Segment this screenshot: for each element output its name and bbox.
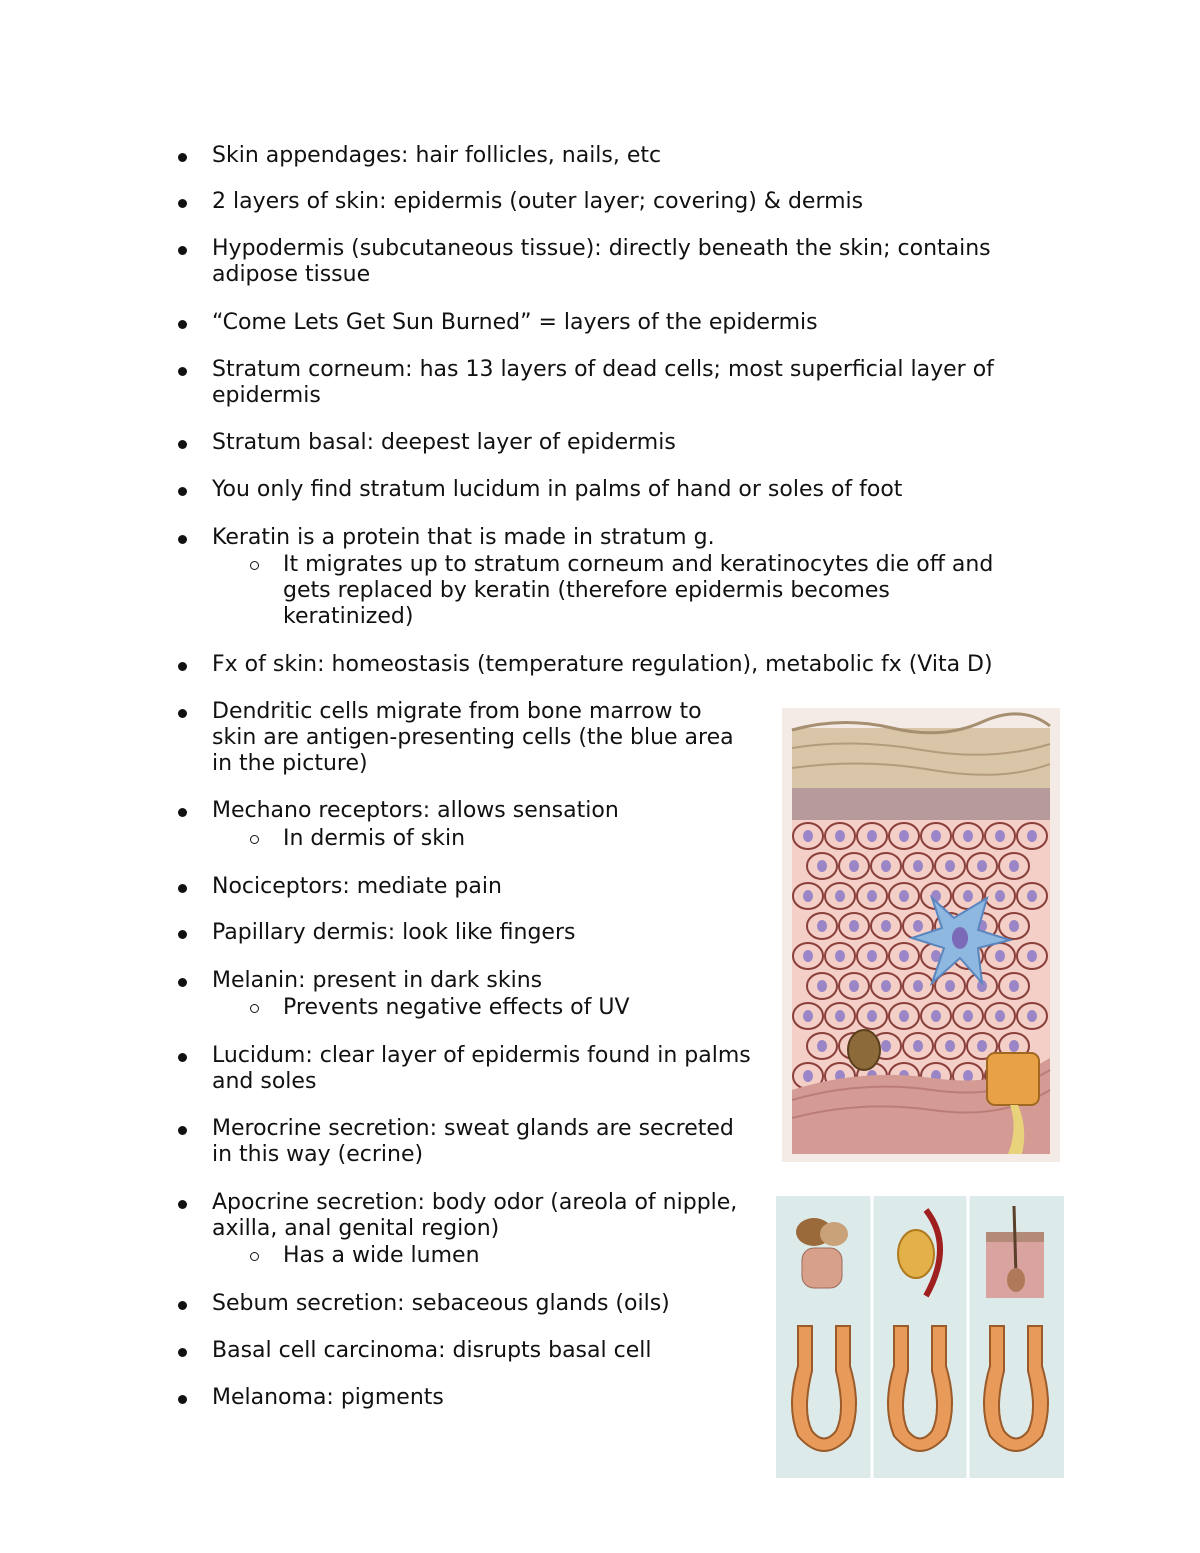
cell-nucleus: [1009, 1040, 1019, 1052]
cell-nucleus: [977, 860, 987, 872]
cell-nucleus: [803, 890, 813, 902]
cell-nucleus: [963, 830, 973, 842]
list-item: Keratin is a protein that is made in stratum g.: [212, 525, 1072, 551]
cell-nucleus: [803, 950, 813, 962]
list-item: You only find stratum lucidum in palms of hand or soles of foot: [212, 477, 1072, 503]
cell-nucleus: [1027, 950, 1037, 962]
cell-nucleus: [803, 1010, 813, 1022]
cell-nucleus: [881, 980, 891, 992]
cell-nucleus: [931, 830, 941, 842]
list-item: Basal cell carcinoma: disrupts basal cell: [212, 1338, 752, 1364]
cell-nucleus: [995, 890, 1005, 902]
epidermis-illustration: [782, 708, 1060, 1162]
cell-nucleus: [835, 1010, 845, 1022]
cell-nucleus: [835, 830, 845, 842]
cell-nucleus: [867, 1010, 877, 1022]
cell-nucleus: [1027, 1010, 1037, 1022]
cell-nucleus: [995, 950, 1005, 962]
cell-nucleus: [913, 920, 923, 932]
sub-list-item: Has a wide lumen: [283, 1243, 823, 1269]
cell-nucleus: [881, 860, 891, 872]
cell-nucleus: [1009, 860, 1019, 872]
stratum-granulosum-layer: [792, 788, 1050, 820]
cell-nucleus: [803, 1070, 813, 1082]
list-item: Merocrine secretion: sweat glands are secreted in this way (ecrine): [212, 1116, 752, 1168]
sub-list-item: Prevents negative effects of UV: [283, 995, 823, 1021]
cell-nucleus: [913, 980, 923, 992]
sub-list-item: In dermis of skin: [283, 826, 823, 852]
melanocyte: [848, 1030, 880, 1070]
cell-nucleus: [849, 980, 859, 992]
cell-nucleus: [899, 830, 909, 842]
cell-nucleus: [867, 830, 877, 842]
cell-grid: [793, 823, 1047, 1089]
cell-nucleus: [867, 950, 877, 962]
cell-nucleus: [899, 950, 909, 962]
list-item: Lucidum: clear layer of epidermis found in palms and soles: [212, 1043, 751, 1094]
cell-nucleus: [881, 920, 891, 932]
list-item: Melanoma: pigments: [212, 1385, 752, 1411]
list-item: “Come Lets Get Sun Burned” = layers of the epidermis: [212, 310, 1072, 336]
cell-nucleus: [817, 920, 827, 932]
cell-nucleus: [1027, 890, 1037, 902]
cell-nucleus: [1027, 830, 1037, 842]
list-item: Melanin: present in dark skins: [212, 968, 752, 994]
stratum-corneum-layer: [792, 728, 1050, 788]
cell-nucleus: [899, 1010, 909, 1022]
list-item: Stratum corneum: has 13 layers of dead cells; most superficial layer of epidermis: [212, 357, 1072, 409]
list-item: 2 layers of skin: epidermis (outer layer; covering) & dermis: [212, 189, 1072, 215]
cell-nucleus: [963, 890, 973, 902]
cell-nucleus: [849, 860, 859, 872]
list-item: Sebum secretion: sebaceous glands (oils): [212, 1291, 752, 1317]
cell-nucleus: [913, 860, 923, 872]
cell-nucleus: [1009, 980, 1019, 992]
cell-nucleus: [945, 1040, 955, 1052]
sub-list-item: It migrates up to stratum corneum and keratinocytes die off and gets replaced by keratin (therefore epidermis becomes keratinized): [283, 552, 1023, 630]
list-item: Papillary dermis: look like fingers: [212, 920, 752, 946]
cell-nucleus: [931, 1010, 941, 1022]
cell-nucleus: [899, 890, 909, 902]
list-item: Stratum basal: deepest layer of epidermis: [212, 430, 1072, 456]
merkel-cell: [987, 1053, 1039, 1105]
cell-nucleus: [977, 1040, 987, 1052]
list-item: Nociceptors: mediate pain: [212, 874, 752, 900]
gland-secretion-illustration: [776, 1196, 1064, 1478]
cell-nucleus: [963, 1070, 973, 1082]
cell-nucleus: [913, 1040, 923, 1052]
cell-nucleus: [849, 920, 859, 932]
list-item: Dendritic cells migrate from bone marrow to skin are antigen-presenting cells (the blue area in the picture): [212, 699, 752, 777]
cell-nucleus: [835, 950, 845, 962]
list-item: Fx of skin: homeostasis (temperature regulation), metabolic fx (Vita D): [212, 652, 1072, 678]
cell-nucleus: [803, 830, 813, 842]
cell-nucleus: [881, 1040, 891, 1052]
cell-nucleus: [867, 890, 877, 902]
cell-nucleus: [963, 1010, 973, 1022]
cell-nucleus: [817, 980, 827, 992]
list-item: Skin appendages: hair follicles, nails, etc: [212, 143, 1072, 169]
cell-nucleus: [817, 860, 827, 872]
cell-nucleus: [945, 980, 955, 992]
cell-nucleus: [817, 1040, 827, 1052]
cell-nucleus: [835, 890, 845, 902]
digestive-organs-icon: [796, 1218, 848, 1288]
dendritic-nucleus: [952, 927, 968, 949]
cell-nucleus: [995, 1010, 1005, 1022]
list-item: Mechano receptors: allows sensation: [212, 798, 752, 824]
list-item: Apocrine secretion: body odor (areola of nipple, axilla, anal genital region): [212, 1190, 752, 1242]
cell-nucleus: [1009, 920, 1019, 932]
cell-nucleus: [995, 830, 1005, 842]
cell-nucleus: [945, 860, 955, 872]
list-item: Hypodermis (subcutaneous tissue): directly beneath the skin; contains adipose tissue: [212, 236, 1072, 288]
